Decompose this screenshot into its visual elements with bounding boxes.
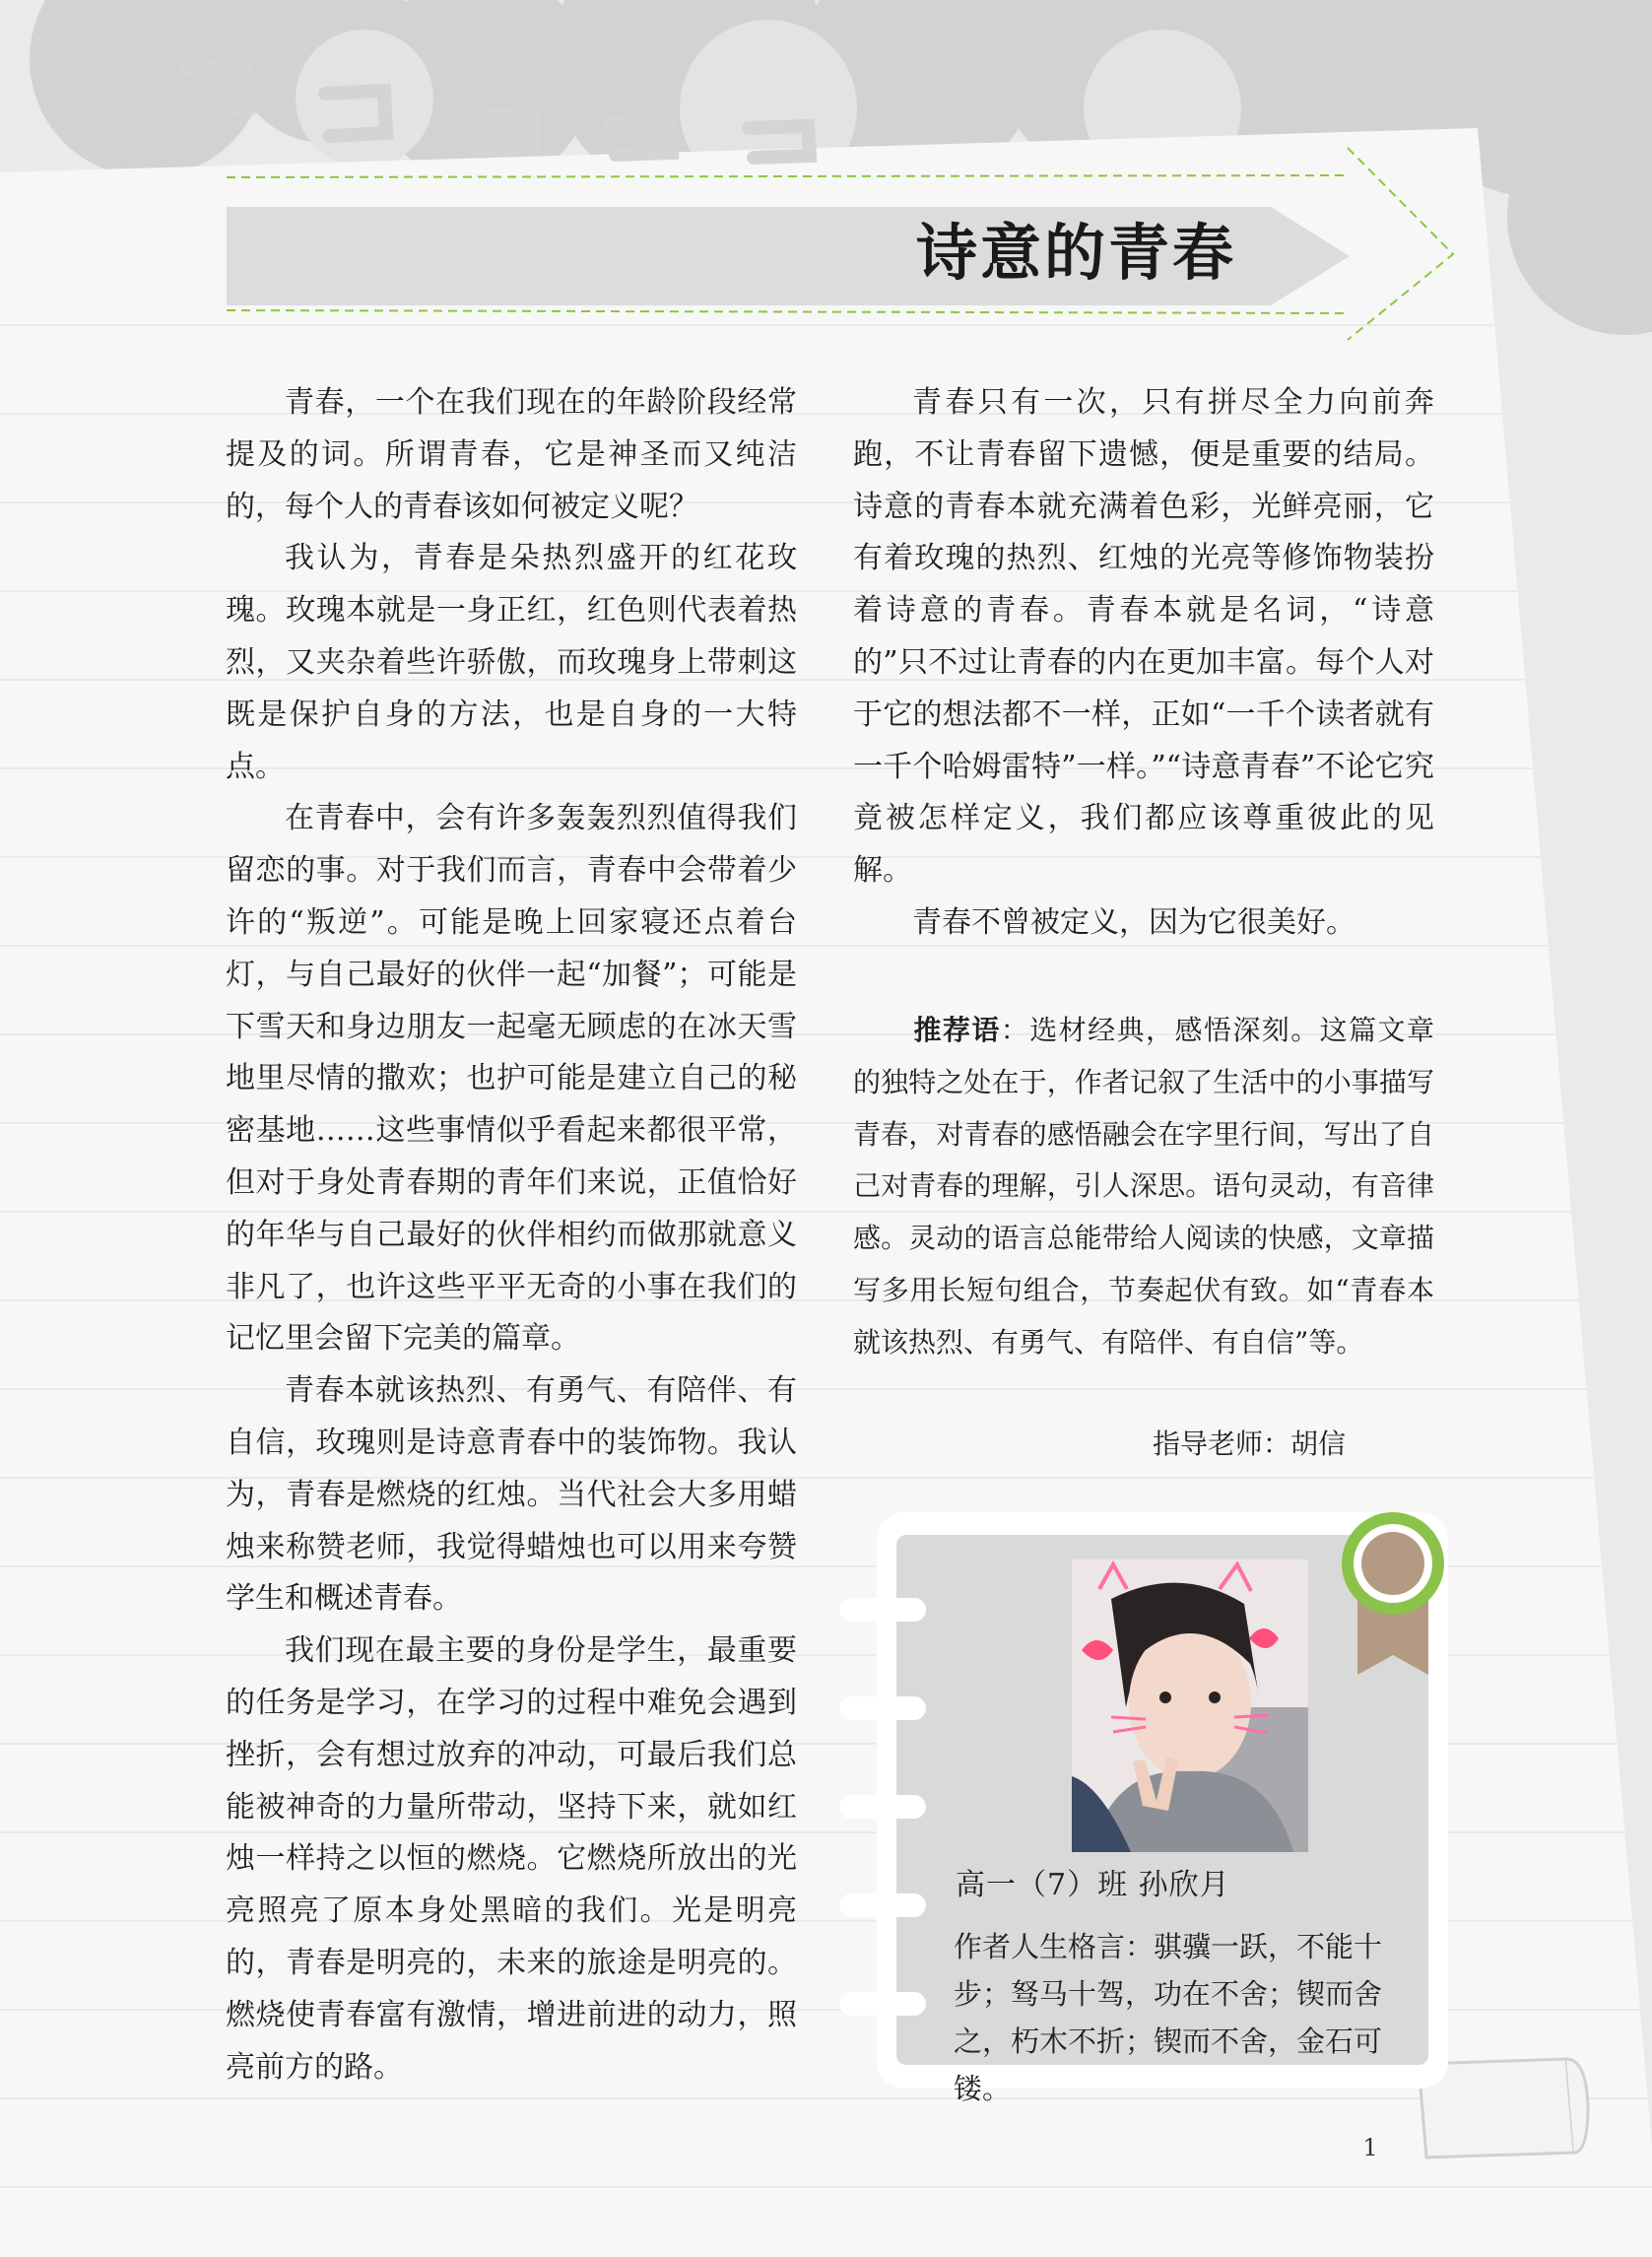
article-paragraph: 青春本就该热烈、有勇气、有陪伴、有自信，玫瑰则是诗意青春中的装饰物。我认为，青春是燃烧的红烛。当代社会大多用蜡烛来称赞老师，我觉得蜡烛也可以用来夸赞学生和概述青春。 [226,1373,797,1617]
author-class-label: 高一（7）班 孙欣月 [956,1868,1230,1902]
article-left-column [226,377,797,2093]
article-right-column [853,377,1434,950]
recommendation-text: ：选材经典，感悟深刻。这篇文章的独特之处在于，作者记叙了生活中的小事描写青春，对青春的感悟融会在字里行间，写出了自己对青春的理解，引人深思。语句灵动，有音律感。灵动的语言总能带给人阅读的快感，文章描写多用长短句组合，节奏起伏有致。如“青春本就该热烈、有勇气、有陪伴、有自信”等。 [853,1014,1434,1359]
article-paragraph: 在青春中，会有许多轰轰烈烈值得我们留恋的事。对于我们而言，青春中会带着少许的“叛逆”。可能是晚上回家寝还点着台灯，与自己最好的伙伴一起“加餐”；可能是下雪天和身边朋友一起毫无顾虑的在冰天雪地里尽情的撒欢；也护可能是建立自己的秘密基地……这些事情似乎看起来都很平常，但对于身处青春期的青年们来说，正值恰好的年华与自己最好的伙伴相约而做那就意义非凡了，也许这些平平无奇的小事在我们的记忆里会留下完美的篇章。 [226,801,797,1357]
article-paragraph: 青春只有一次，只有拼尽全力向前奔跑，不让青春留下遗憾，便是重要的结局。诗意的青春本就充满着色彩，光鲜亮丽，它有着玫瑰的热烈、红烛的光亮等修饰物装扮着诗意的青春。青春本就是名词，“诗意的”只不过让青春的内在更加丰富。每个人对于它的想法都不一样，正如“一千个读者就有一千个哈姆雷特”一样。”“诗意青春”不论它究竟被怎样定义，我们都应该尊重彼此的见解。 [853,385,1434,889]
teacher-credit: 指导老师：胡信 [1152,1427,1346,1460]
article-paragraph: 青春不曾被定义，因为它很美好。 [912,904,1355,940]
article-paragraph: 我认为，青春是朵热烈盛开的红花玫瑰。玫瑰本就是一身正红，红色则代表着热烈，又夹杂着些许骄傲，而玫瑰身上带刺这既是保护自身的方法，也是自身的一大特点。 [226,541,797,784]
page-number: 1 [1362,2134,1378,2161]
recommendation-label: 推荐语 [912,1014,1001,1046]
article-paragraph: 我们现在最主要的身份是学生，最重要的任务是学习，在学习的过程中难免会遇到挫折，会有想过放弃的冲动，可最后我们总能被神奇的力量所带动，坚持下来，就如红烛一样持之以恒的燃烧。它燃烧所放出的光亮照亮了原本身处黑暗的我们。光是明亮的，青春是明亮的，未来的旅途是明亮的。燃烧使青春富有激情，增进前进的动力，照亮前方的路。 [226,1633,797,2085]
page-title: 诗意的青春 [916,217,1237,289]
author-photo [1072,1560,1308,1852]
recommendation-block [853,1005,1434,1369]
article-paragraph: 青春，一个在我们现在的年龄阶段经常提及的词。所谓青春，它是神圣而又纯洁的，每个人的青春该如何被定义呢？ [226,385,797,524]
author-motto: 作者人生格言：骐骥一跃，不能十步；驽马十驾，功在不舍；锲而舍之，朽木不折；锲而不舍，金石可镂。 [954,1930,1383,2105]
